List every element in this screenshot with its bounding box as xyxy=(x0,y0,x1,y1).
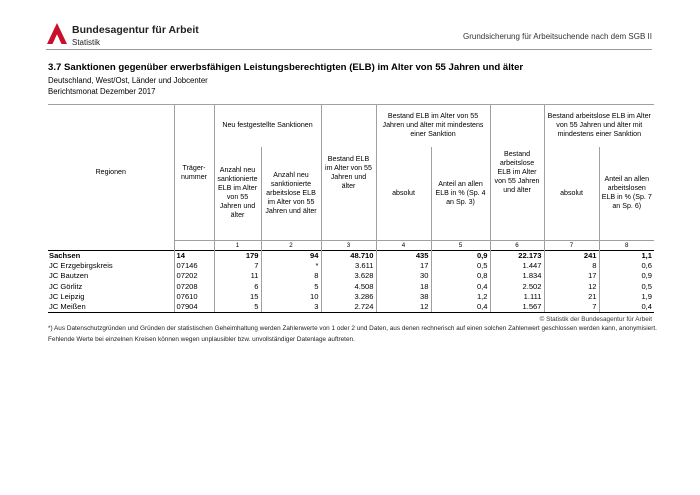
table-row xyxy=(48,261,654,271)
cell-c3: 3.611 xyxy=(321,261,376,271)
header-group-sanktionen: Neu festgestellte Sanktionen xyxy=(214,105,321,147)
cell-c2: 5 xyxy=(261,282,321,292)
footnote-anonymization: *) Aus Datenschutzgründen und Gründen der statistischen Geheimhaltung werden Zahlenwerte von 1 oder 2 und Daten, aus denen rechnerisch auf einen solchen Zahlenwert geschlossen werden kann, anonymisiert. xyxy=(48,325,657,332)
cell-c6: 2.502 xyxy=(490,282,544,292)
col-number-empty xyxy=(48,241,174,251)
header-col5: Anteil an allen ELB in % (Sp. 4 an Sp. 3) xyxy=(431,147,490,241)
cell-c7: 241 xyxy=(544,251,599,262)
header-col4: absolut xyxy=(376,147,431,241)
header-group-bestand-elb: Bestand ELB im Alter von 55 Jahren und älter mit mindestens einer Sanktion xyxy=(376,105,490,147)
col-number: 1 xyxy=(214,241,261,251)
cell-c8: 0,9 xyxy=(599,271,654,281)
ba-logo-icon xyxy=(46,22,68,46)
col-number: 5 xyxy=(431,241,490,251)
table-row xyxy=(48,271,654,281)
cell-c7: 8 xyxy=(544,261,599,271)
cell-traeger: 07208 xyxy=(174,282,214,292)
cell-c3: 3.286 xyxy=(321,292,376,302)
cell-c1: 179 xyxy=(214,251,261,262)
sanctions-table xyxy=(48,104,654,313)
cell-c4: 12 xyxy=(376,302,431,313)
cell-c3: 3.628 xyxy=(321,271,376,281)
cell-c2: 10 xyxy=(261,292,321,302)
table-row xyxy=(48,251,654,262)
cell-c4: 17 xyxy=(376,261,431,271)
cell-c6: 1.834 xyxy=(490,271,544,281)
cell-c6: 22.173 xyxy=(490,251,544,262)
cell-region: JC Bautzen xyxy=(49,271,89,281)
cell-c8: 0,5 xyxy=(599,282,654,292)
cell-c5: 0,8 xyxy=(431,271,490,281)
cell-c1: 11 xyxy=(214,271,261,281)
cell-c6: 1.111 xyxy=(490,292,544,302)
cell-c3: 48.710 xyxy=(321,251,376,262)
header-col8: Anteil an allen arbeitslosen ELB in % (Sp. 7 an Sp. 6) xyxy=(599,147,654,241)
cell-traeger: 07610 xyxy=(174,292,214,302)
cell-c8: 1,1 xyxy=(599,251,654,262)
cell-c1: 6 xyxy=(214,282,261,292)
cell-c6: 1.567 xyxy=(490,302,544,313)
col-number: 2 xyxy=(261,241,321,251)
cell-region: JC Erzgebirgskreis xyxy=(49,261,113,271)
report-period: Berichtsmonat Dezember 2017 xyxy=(48,87,156,96)
cell-c1: 15 xyxy=(214,292,261,302)
cell-c3: 2.724 xyxy=(321,302,376,313)
brand-name: Bundesagentur für Arbeit xyxy=(72,24,199,36)
cell-c5: 0,5 xyxy=(431,261,490,271)
cell-c2: * xyxy=(261,261,321,271)
cell-c5: 0,4 xyxy=(431,282,490,292)
header-traeger: Träger-nummer xyxy=(174,105,214,241)
cell-traeger: 07202 xyxy=(174,271,214,281)
cell-c2: 8 xyxy=(261,271,321,281)
col-number: 7 xyxy=(544,241,599,251)
header-regionen: Regionen xyxy=(48,105,174,241)
cell-c3: 4.508 xyxy=(321,282,376,292)
header-col1: Anzahl neu sanktionierte ELB im Alter von 55 Jahren und älter xyxy=(214,147,261,241)
source-note: © Statistik der Bundesagentur für Arbeit xyxy=(539,316,652,323)
footnote-missing-values: Fehlende Werte bei einzelnen Kreisen können wegen unplausibler bzw. unvollständiger Datenlage auftreten. xyxy=(48,336,355,343)
document-title: Grundsicherung für Arbeitsuchende nach dem SGB II xyxy=(463,32,652,41)
cell-c8: 1,9 xyxy=(599,292,654,302)
header-col3: Bestand ELB im Alter von 55 Jahren und älter xyxy=(321,105,376,241)
cell-traeger: 14 xyxy=(174,251,214,262)
header-col6: Bestand arbeitslose ELB im Alter von 55 Jahren und älter xyxy=(490,105,544,241)
col-number-empty xyxy=(174,241,214,251)
cell-c7: 12 xyxy=(544,282,599,292)
cell-c6: 1.447 xyxy=(490,261,544,271)
cell-c8: 0,4 xyxy=(599,302,654,313)
header-col7: absolut xyxy=(544,147,599,241)
header-group-bestand-arbeitslose: Bestand arbeitslose ELB im Alter von 55 Jahren und älter mit mindestens einer Sanktion xyxy=(544,105,654,147)
col-number: 4 xyxy=(376,241,431,251)
col-number: 8 xyxy=(599,241,654,251)
cell-c2: 3 xyxy=(261,302,321,313)
col-number: 6 xyxy=(490,241,544,251)
cell-c4: 18 xyxy=(376,282,431,292)
cell-c5: 1,2 xyxy=(431,292,490,302)
cell-c5: 0,9 xyxy=(431,251,490,262)
cell-c4: 435 xyxy=(376,251,431,262)
cell-region: JC Leipzig xyxy=(49,291,85,301)
cell-c5: 0,4 xyxy=(431,302,490,313)
cell-region: Sachsen xyxy=(48,251,174,262)
cell-c4: 30 xyxy=(376,271,431,281)
table-row xyxy=(48,282,654,292)
cell-c1: 5 xyxy=(214,302,261,313)
cell-c1: 7 xyxy=(214,261,261,271)
cell-c7: 21 xyxy=(544,292,599,302)
cell-c7: 7 xyxy=(544,302,599,313)
header-divider xyxy=(46,49,652,50)
table-row xyxy=(48,292,654,302)
cell-traeger: 07904 xyxy=(174,302,214,313)
cell-c7: 17 xyxy=(544,271,599,281)
table-row xyxy=(48,302,654,313)
header-col2: Anzahl neu sanktionierte arbeitslose ELB im Alter von 55 Jahren und älter xyxy=(261,147,321,241)
cell-c4: 38 xyxy=(376,292,431,302)
col-number: 3 xyxy=(321,241,376,251)
report-subtitle: Deutschland, West/Ost, Länder und Jobcenter xyxy=(48,76,208,85)
cell-c2: 94 xyxy=(261,251,321,262)
cell-region: JC Görlitz xyxy=(49,281,83,291)
page-header xyxy=(0,0,700,50)
brand-subtitle: Statistik xyxy=(72,38,101,47)
cell-region: JC Meißen xyxy=(48,302,174,313)
cell-c8: 0,6 xyxy=(599,261,654,271)
cell-traeger: 07146 xyxy=(174,261,214,271)
report-title: 3.7 Sanktionen gegenüber erwerbsfähigen Leistungsberechtigten (ELB) im Alter von 55 Jahren und älter xyxy=(48,62,524,73)
